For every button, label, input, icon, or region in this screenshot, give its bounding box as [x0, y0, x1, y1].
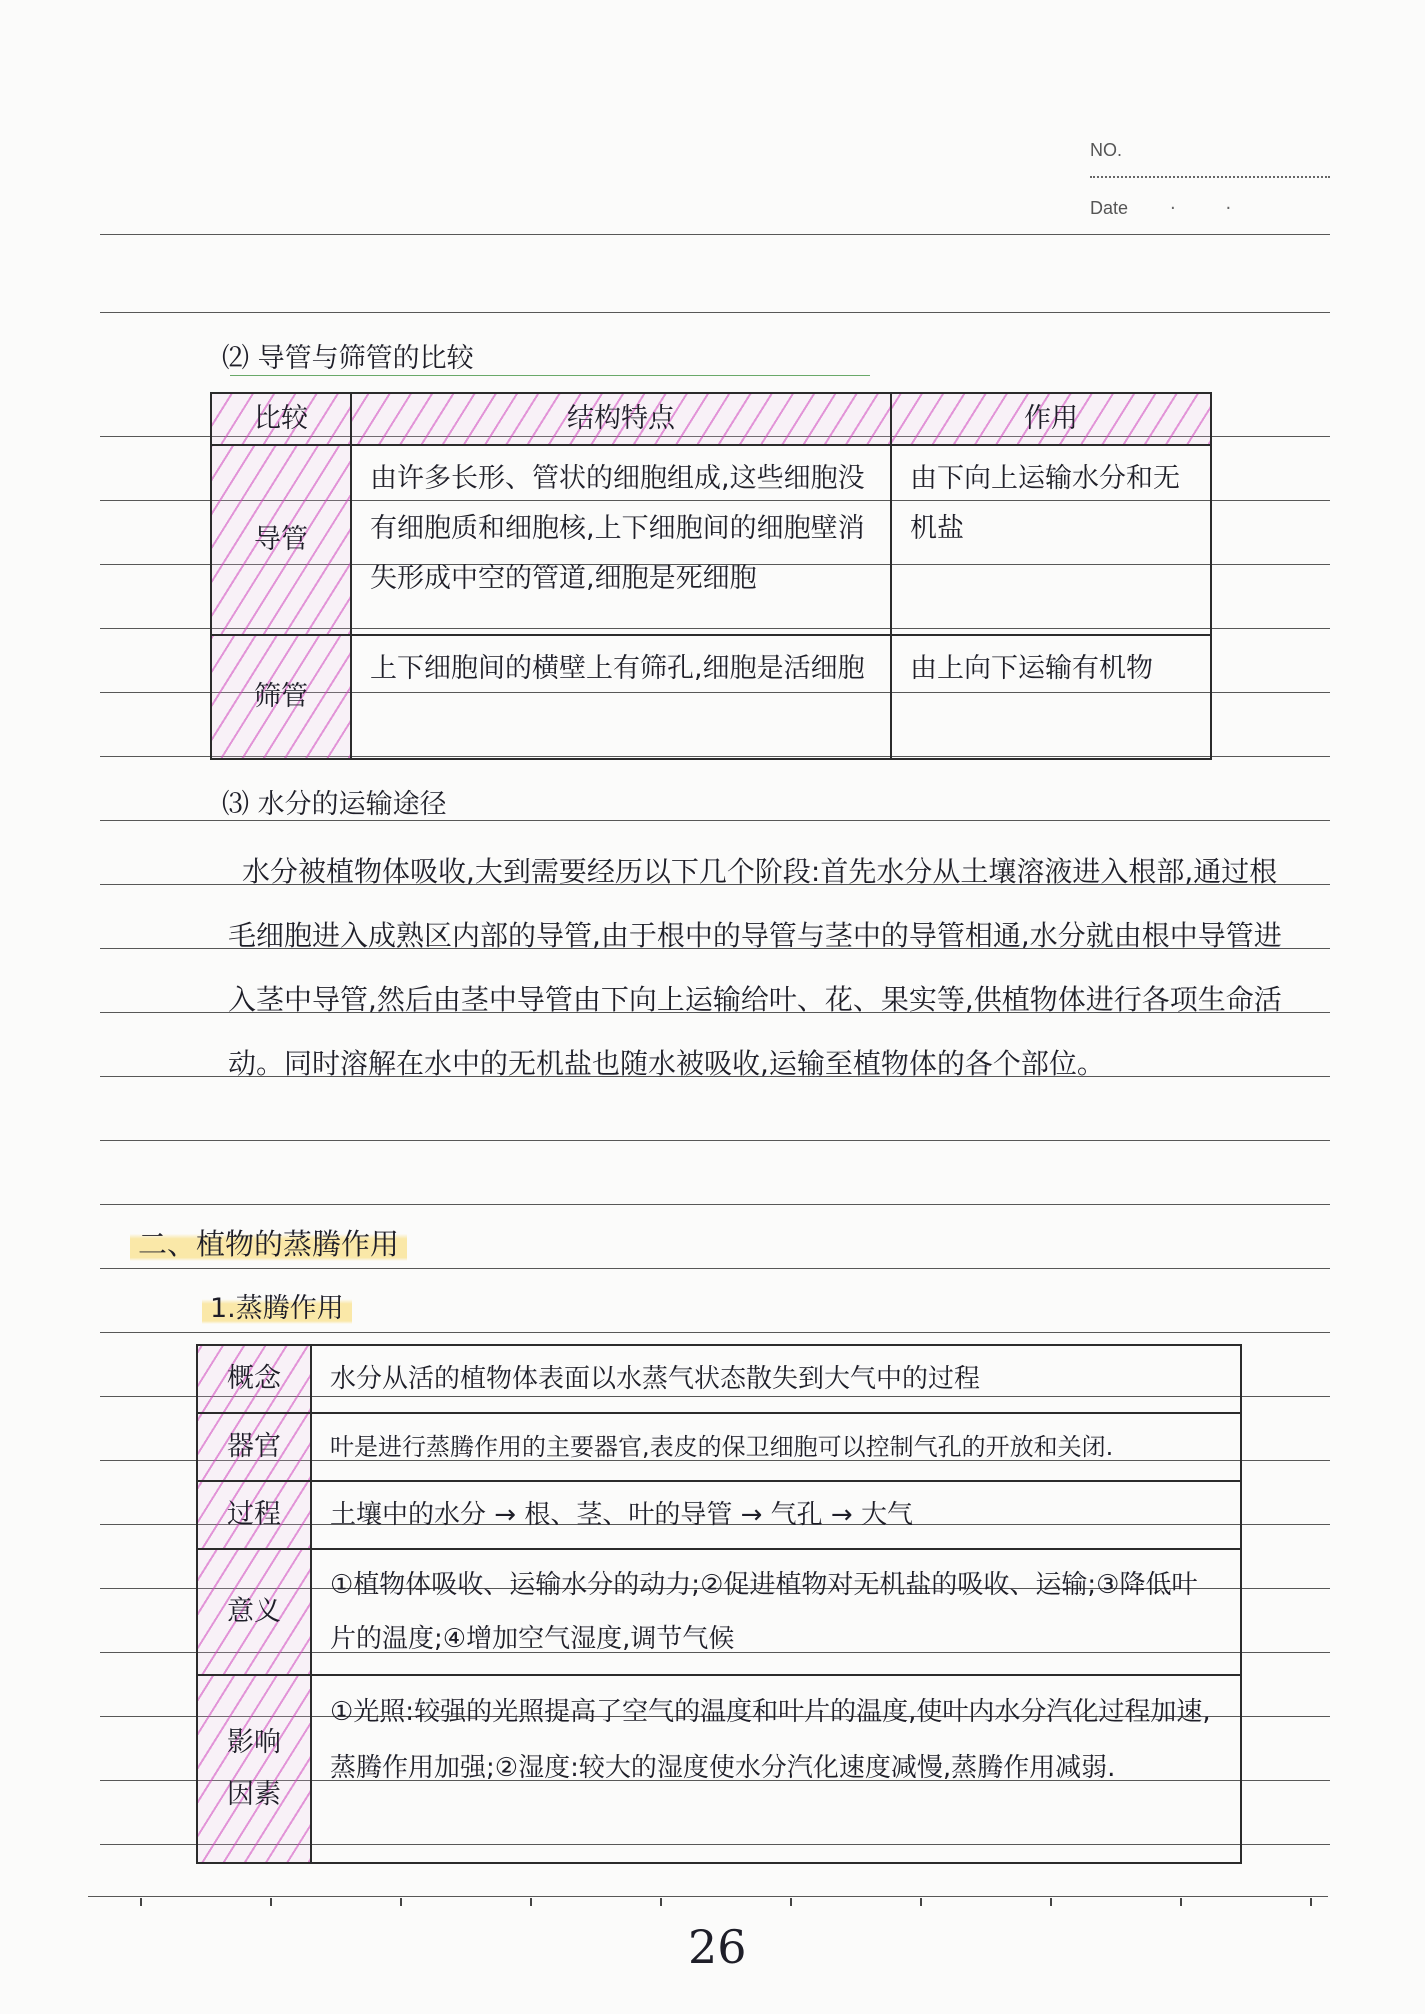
table-row [197, 1481, 1241, 1549]
table-row [197, 1675, 1241, 1863]
table-row [197, 1413, 1241, 1481]
table-row [211, 445, 1211, 635]
transpiration-table [196, 1344, 1242, 1864]
rule-tick [660, 1898, 662, 1906]
comparison-table [210, 392, 1212, 760]
table-row [211, 635, 1211, 759]
table-header-row [211, 393, 1211, 445]
row-function-xylem: 由下向上运输水分和无机盐 [891, 445, 1211, 635]
rule-tick [920, 1898, 922, 1906]
row-structure-phloem: 上下细胞间的横壁上有筛孔,细胞是活细胞 [351, 635, 891, 759]
content-significance: ①植物体吸收、运输水分的动力;②促进植物对无机盐的吸收、运输;③降低叶片的温度;④增加空气湿度,调节气候 [311, 1549, 1241, 1675]
section-3-title: ⑶ 水分的运输途径 [222, 789, 447, 820]
header-date-label: Date [1090, 198, 1129, 218]
ruled-line [100, 1140, 1330, 1141]
rule-tick [270, 1898, 272, 1906]
subsection-1-title [202, 1286, 352, 1325]
content-organ: 叶是进行蒸腾作用的主要器官,表皮的保卫细胞可以控制气孔的开放和关闭. [311, 1413, 1241, 1481]
content-concept: 水分从活的植物体表面以水蒸气状态散失到大气中的过程 [311, 1345, 1241, 1413]
paragraph-text: 水分被植物体吸收,大到需要经历以下几个阶段:首先水分从土壤溶液进入根部,通过根毛细胞进入成熟区内部的导管,由于根中的导管与茎中的导管相通,水分就由根中导管进入茎中导管,然后由茎中导管由下向上运输给叶、花、果实等,供植物体进行各项生命活动。同时溶解在水中的无机盐也随水被吸收,运输至植物体的各个部位。 [228, 855, 1282, 1080]
ruled-line [100, 234, 1330, 235]
water-transport-paragraph [228, 840, 1298, 1096]
label-process: 过程 [197, 1481, 311, 1549]
ruled-line [230, 375, 870, 376]
table-row [197, 1345, 1241, 1413]
rule-tick [790, 1898, 792, 1906]
rule-tick [530, 1898, 532, 1906]
label-organ: 器官 [197, 1413, 311, 1481]
header-date-dots: · · [1170, 198, 1254, 219]
label-concept: 概念 [197, 1345, 311, 1413]
header-cell-structure: 结构特点 [351, 393, 891, 445]
row-label-xylem: 导管 [211, 445, 351, 635]
rule-tick [1310, 1898, 1312, 1906]
label-factors: 影响因素 [197, 1675, 311, 1863]
header-cell-compare: 比较 [211, 393, 351, 445]
chapter-2-title-text: 二、植物的蒸腾作用 [130, 1227, 407, 1261]
row-structure-xylem: 由许多长形、管状的细胞组成,这些细胞没有细胞质和细胞核,上下细胞间的细胞壁消失形成中空的管道,细胞是死细胞 [351, 445, 891, 635]
page-number: 26 [688, 1920, 747, 1974]
rule-tick [1050, 1898, 1052, 1906]
header-cell-function: 作用 [891, 393, 1211, 445]
ruled-line [100, 1204, 1330, 1205]
section-2-title: ⑵ 导管与筛管的比较 [222, 343, 474, 374]
bottom-rule [88, 1896, 1328, 1897]
rule-tick [400, 1898, 402, 1906]
content-factors: ①光照:较强的光照提高了空气的温度和叶片的温度,使叶内水分汽化过程加速,蒸腾作用加强;②湿度:较大的湿度使水分汽化速度减慢,蒸腾作用减弱. [311, 1675, 1241, 1863]
rule-tick [140, 1898, 142, 1906]
subsection-1-title-text: 1.蒸腾作用 [202, 1293, 352, 1324]
label-significance: 意义 [197, 1549, 311, 1675]
content-process: 土壤中的水分 → 根、茎、叶的导管 → 气孔 → 大气 [311, 1481, 1241, 1549]
row-function-phloem: 由上向下运输有机物 [891, 635, 1211, 759]
chapter-2-title [130, 1222, 407, 1263]
header-dashed-line [1090, 176, 1330, 178]
ruled-line [100, 1268, 1330, 1269]
header-no-label: NO. [1090, 140, 1123, 160]
rule-tick [1180, 1898, 1182, 1906]
table-row [197, 1549, 1241, 1675]
ruled-line [100, 312, 1330, 313]
row-label-phloem: 筛管 [211, 635, 351, 759]
ruled-line [100, 1332, 1330, 1333]
